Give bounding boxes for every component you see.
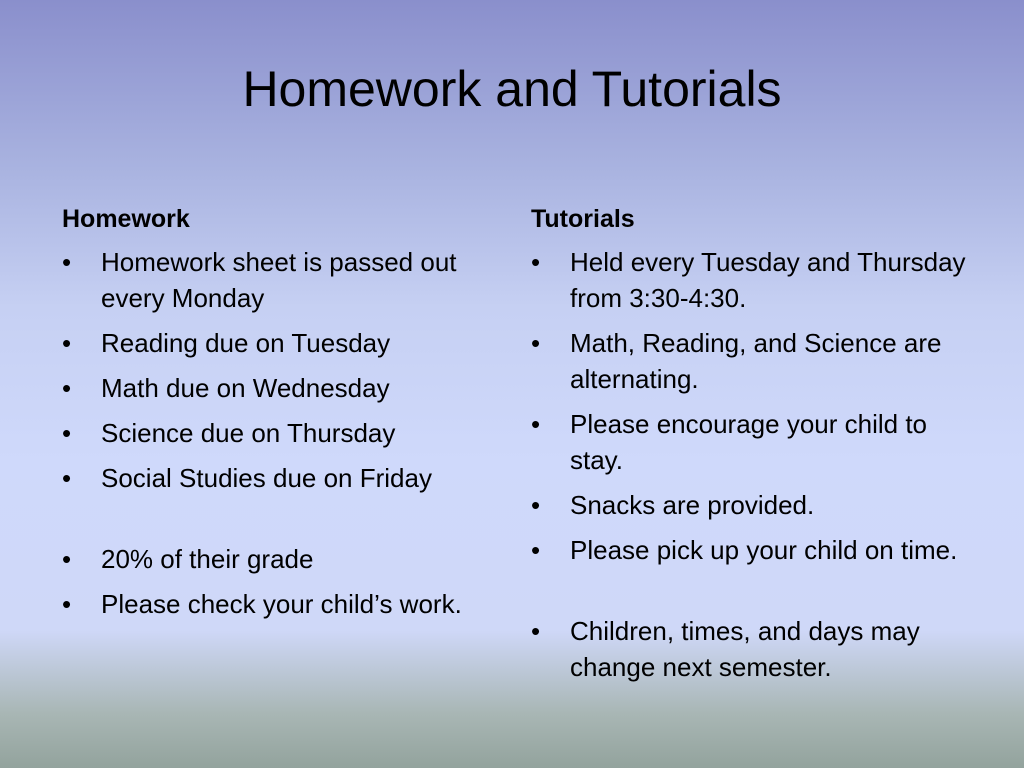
list-item: [62, 244, 501, 316]
list-item: [531, 406, 970, 478]
list-item-text: Snacks are provided.: [570, 490, 815, 520]
bullet-icon: •: [531, 490, 541, 520]
list-item-text: Please encourage your child to stay.: [570, 409, 928, 475]
list-item-text: Held every Tuesday and Thursday from 3:30-4:30.: [570, 247, 966, 313]
tutorials-column: [531, 202, 971, 694]
list-item-text: Math, Reading, and Science are alternating.: [570, 328, 942, 394]
bullet-icon: •: [531, 616, 541, 646]
list-item: [62, 460, 501, 496]
homework-list: [62, 244, 502, 622]
bullet-icon: •: [531, 535, 541, 565]
bullet-icon: •: [62, 328, 72, 358]
list-item: [531, 325, 970, 397]
list-item-text: Children, times, and days may change next semester.: [570, 616, 920, 682]
list-item: [62, 586, 501, 622]
bullet-icon: •: [62, 463, 72, 493]
bullet-icon: •: [531, 328, 541, 358]
list-item-text: Please check your child’s work.: [101, 589, 462, 619]
list-item-text: Reading due on Tuesday: [101, 328, 391, 358]
bullet-icon: •: [62, 544, 72, 574]
bullet-icon: •: [62, 589, 72, 619]
slide-title: Homework and Tutorials: [242, 61, 782, 117]
bullet-icon: •: [62, 247, 72, 277]
list-item: [531, 532, 970, 568]
list-item-text: Homework sheet is passed out every Monday: [101, 247, 457, 313]
bullet-icon: •: [62, 418, 72, 448]
list-item: [62, 415, 501, 451]
bullet-icon: •: [531, 247, 541, 277]
list-item: [531, 244, 970, 316]
list-item: [62, 370, 501, 406]
bullet-icon: •: [531, 409, 541, 439]
tutorials-heading: Tutorials: [531, 205, 635, 233]
bullet-icon: •: [62, 373, 72, 403]
tutorials-list: [531, 244, 971, 685]
list-item-text: 20% of their grade: [101, 544, 314, 574]
list-item-text: Social Studies due on Friday: [101, 463, 432, 493]
homework-heading: Homework: [62, 205, 190, 233]
list-item: [62, 325, 501, 361]
list-item-text: Math due on Wednesday: [101, 373, 390, 403]
list-item: [531, 487, 970, 523]
list-item: [62, 541, 501, 577]
homework-column: [62, 202, 502, 631]
list-item: [531, 613, 970, 685]
list-item-text: Please pick up your child on time.: [570, 535, 958, 565]
list-item-text: Science due on Thursday: [101, 418, 396, 448]
